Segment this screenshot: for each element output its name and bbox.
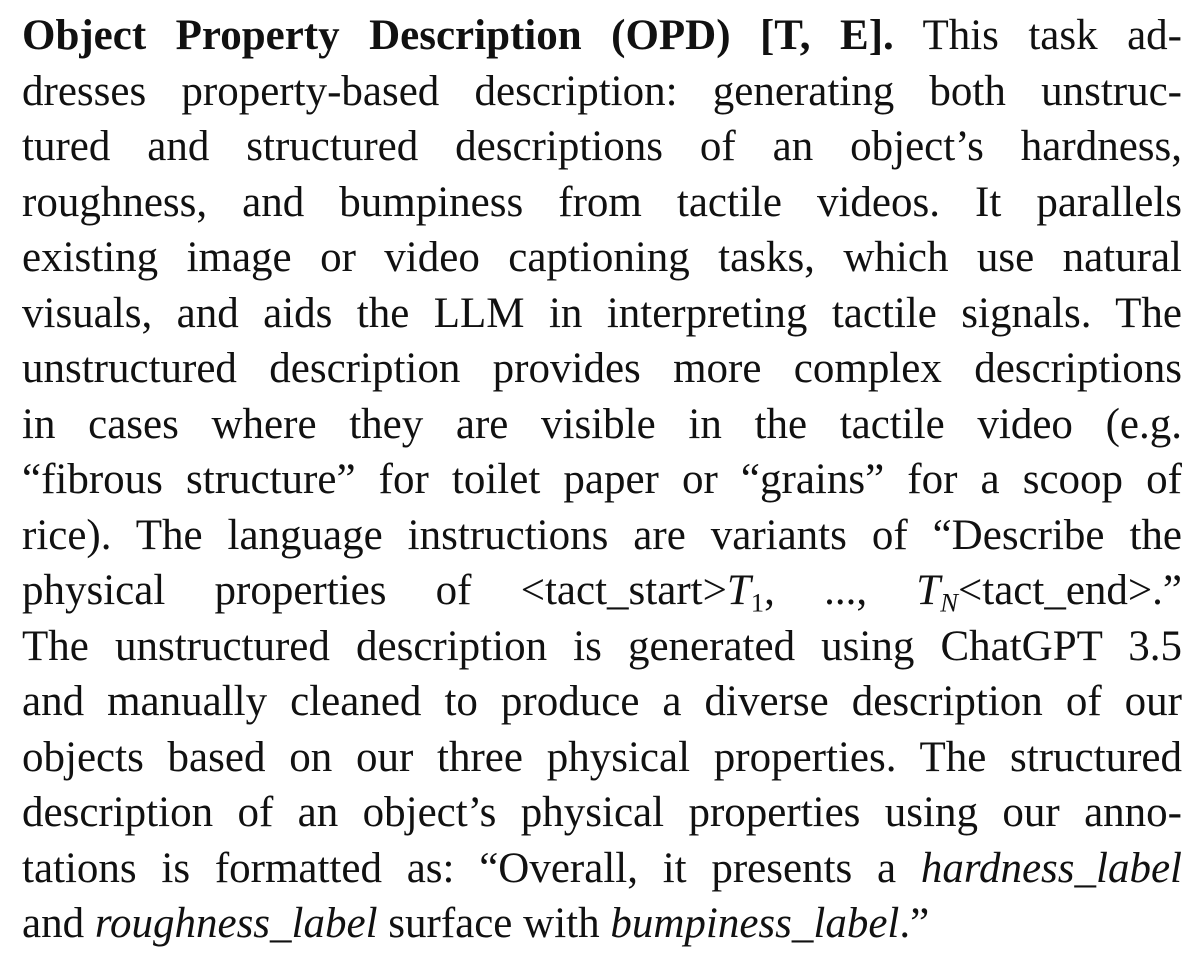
math-variable: T (726, 567, 751, 614)
text-segment: This task ad- (893, 12, 1182, 59)
paper-paragraph (22, 8, 1182, 952)
text-line-9: “fibrous structure” for toilet paper or “grains” for a scoop of (22, 456, 1182, 503)
math-ellipsis: , ..., (764, 567, 917, 614)
text-line-10: rice). The language instructions are variants of “Describe the (22, 511, 1182, 559)
text-line-12: The unstructured description is generated using ChatGPT 3.5 (22, 622, 1182, 670)
text-line-2: dresses property-based description: generating both unstruc- (22, 67, 1182, 115)
paragraph-heading: Object Property Description (OPD) [T, E]. (22, 12, 894, 59)
text-segment: and (22, 900, 95, 947)
tact-end-token: <tact_end>.” (958, 567, 1182, 614)
text-line-15: description of an object’s physical properties using our anno- (22, 789, 1182, 836)
math-variable: T (916, 567, 941, 614)
text-line-17 (22, 896, 1182, 952)
text-line-13: and manually cleaned to produce a diverse description of our (22, 678, 1182, 725)
text-line-16 (22, 841, 1182, 897)
tact-start-token: <tact_start> (520, 567, 727, 614)
math-subscript: 1 (750, 587, 765, 618)
text-line-4: roughness, and bumpiness from tactile videos. It parallels (22, 178, 1182, 226)
roughness-label-term: roughness_label (94, 900, 378, 947)
text-segment: tations is formatted as: “Overall, it presents a (22, 844, 921, 892)
text-line-7: unstructured description provides more complex descriptions (22, 345, 1182, 392)
text-line-11 (22, 563, 1182, 619)
text-line-5: existing image or video captioning tasks, which use natural (22, 234, 1182, 281)
text-line-14: objects based on our three physical properties. The structured (22, 733, 1182, 781)
text-line-3: tured and structured descriptions of an object’s hardness, (22, 123, 1182, 170)
text-segment: surface with (377, 900, 611, 947)
text-segment: physical properties of (22, 567, 521, 614)
text-line-1 (22, 8, 1182, 64)
math-subscript: N (940, 587, 958, 618)
text-line-8: in cases where they are visible in the tactile video (e.g. (22, 400, 1182, 448)
hardness-label-term: hardness_label (920, 844, 1182, 892)
bumpiness-label-term: bumpiness_label (610, 900, 900, 947)
text-line-6: visuals, and aids the LLM in interpreting tactile signals. The (22, 289, 1182, 337)
text-segment: .” (899, 900, 930, 947)
